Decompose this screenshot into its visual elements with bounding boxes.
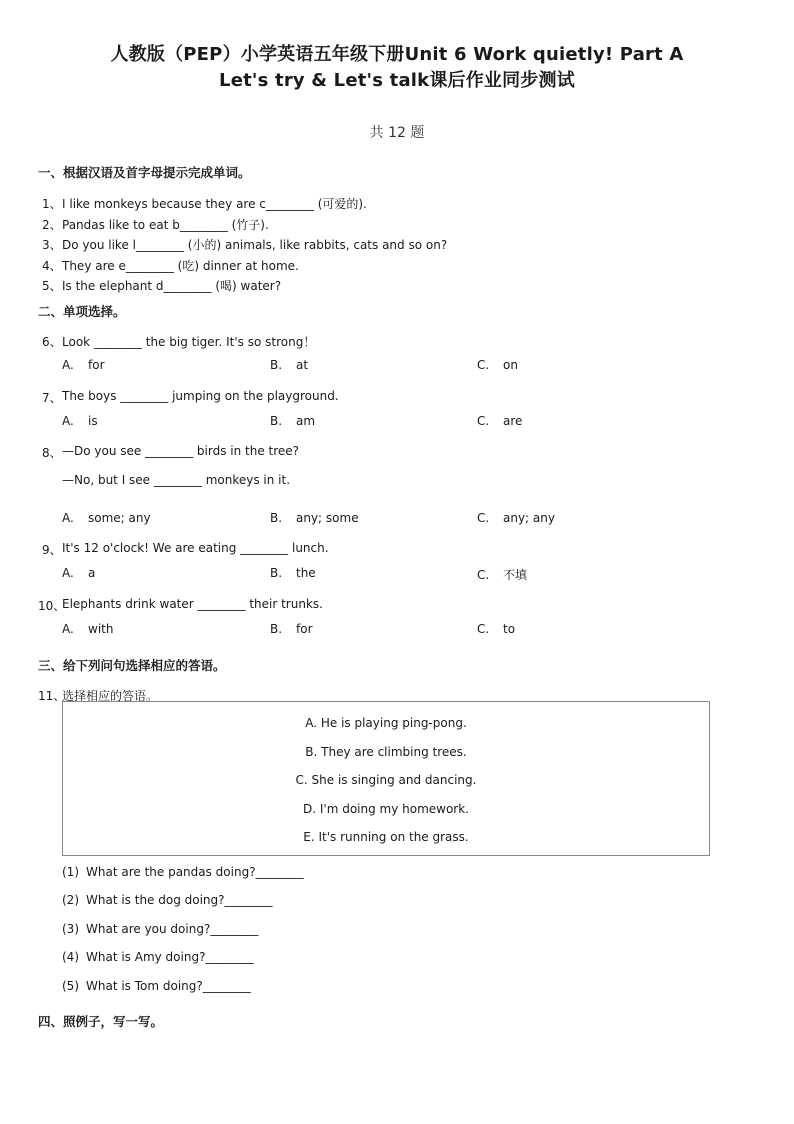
question-number: 5、 xyxy=(42,279,62,293)
option-c[interactable]: C. 不填 xyxy=(477,568,528,582)
option-a[interactable]: A. is xyxy=(62,414,98,428)
doc-title-line-1: 人教版（PEP）小学英语五年级下册Unit 6 Work quietly! Part A xyxy=(110,44,684,65)
question-count: 共 12 题 xyxy=(369,125,425,141)
option-b[interactable]: B. any; some xyxy=(270,511,359,525)
question-number: 4、 xyxy=(42,259,62,273)
option-a[interactable]: A. for xyxy=(62,358,105,372)
option-a[interactable]: A. with xyxy=(62,622,114,636)
sub-question[interactable]: (1) What are the pandas doing?________ xyxy=(62,865,304,879)
section-heading-3: 三、给下列问句选择相应的答语。 xyxy=(38,658,226,673)
question-number: 7、 xyxy=(42,391,62,405)
question-number: 3、 xyxy=(42,238,62,252)
question-number: 6、 xyxy=(42,335,62,349)
question-text: Look ________ the big tiger. It's so strong！ xyxy=(62,335,316,349)
sub-question[interactable]: (5) What is Tom doing?________ xyxy=(62,979,251,993)
option-a[interactable]: A. some; any xyxy=(62,511,151,525)
question-text: Is the elephant d________ (喝) water? xyxy=(62,279,282,293)
option-b[interactable]: B. at xyxy=(270,358,309,372)
sub-question[interactable]: (3) What are you doing?________ xyxy=(62,922,259,936)
question-text: Do you like l________ (小的) animals, like rabbits, cats and so on? xyxy=(62,238,448,252)
question-text-line-2: —No, but I see ________ monkeys in it. xyxy=(62,473,291,487)
answer-choice: B. They are climbing trees. xyxy=(305,745,467,759)
sub-question[interactable]: (4) What is Amy doing?________ xyxy=(62,950,254,964)
section-heading-2: 二、单项选择。 xyxy=(38,304,126,319)
question-text: —Do you see ________ birds in the tree? xyxy=(62,444,300,458)
option-b[interactable]: B. am xyxy=(270,414,316,428)
option-c[interactable]: C. to xyxy=(477,622,516,636)
option-c[interactable]: C. are xyxy=(477,414,523,428)
answer-choice: D. I'm doing my homework. xyxy=(302,802,470,816)
question-text: Elephants drink water ________ their trunks. xyxy=(62,597,323,611)
question-number: 11、 xyxy=(38,689,66,703)
question-text: I like monkeys because they are c________ (可爱的). xyxy=(62,197,367,211)
question-text: It's 12 o'clock! We are eating ________ lunch. xyxy=(62,541,329,555)
option-c[interactable]: C. any; any xyxy=(477,511,555,525)
answer-choice: A. He is playing ping-pong. xyxy=(305,716,467,730)
question-text: The boys ________ jumping on the playground. xyxy=(62,389,339,403)
doc-title-line-2: Let's try & Let's talk课后作业同步测试 xyxy=(219,70,575,91)
option-a[interactable]: A. a xyxy=(62,566,96,580)
question-number: 8、 xyxy=(42,446,62,460)
option-b[interactable]: B. the xyxy=(270,566,316,580)
question-number: 1、 xyxy=(42,197,62,211)
question-text: They are e________ (吃) dinner at home. xyxy=(62,259,299,273)
option-b[interactable]: B. for xyxy=(270,622,313,636)
answer-choice: E. It's running on the grass. xyxy=(303,830,469,844)
question-number: 2、 xyxy=(42,218,62,232)
question-prompt: 选择相应的答语。 xyxy=(62,689,159,703)
sub-question[interactable]: (2) What is the dog doing?________ xyxy=(62,893,273,907)
question-number: 10、 xyxy=(38,599,66,613)
section-heading-1: 一、根据汉语及首字母提示完成单词。 xyxy=(38,165,251,180)
section-heading-4: 四、照例子，写一写。 xyxy=(38,1014,164,1029)
answer-choices-box xyxy=(62,701,710,856)
question-number: 9、 xyxy=(42,543,62,557)
question-text: Pandas like to eat b________ (竹子). xyxy=(62,218,269,232)
option-c[interactable]: C. on xyxy=(477,358,518,372)
answer-choice: C. She is singing and dancing. xyxy=(295,773,477,787)
